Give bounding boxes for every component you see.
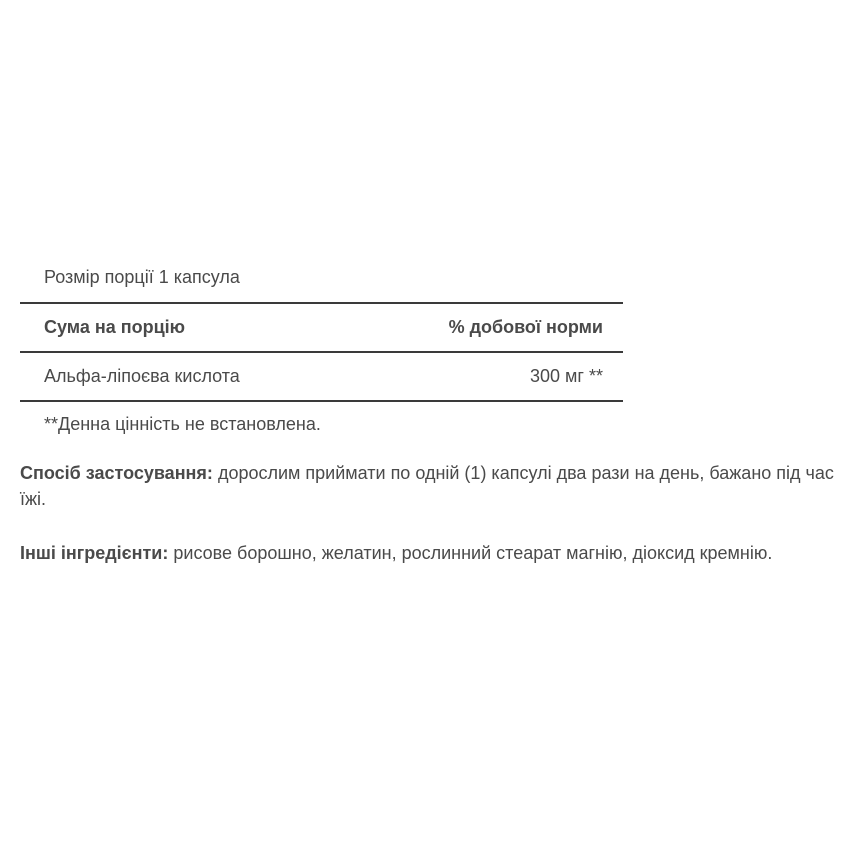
facts-header-row [20,304,623,353]
ingredient-amount: 300 мг ** [530,366,603,386]
directions-paragraph [20,460,840,512]
ingredient-name: Альфа-ліпоєва кислота [44,366,240,386]
daily-value-footnote: **Денна цінність не встановлена. [44,414,321,434]
directions-label: Спосіб застосування: [20,463,213,483]
directions-text: дорослим приймати по одній (1) капсулі два рази на день, бажано під час їжі. [20,463,834,509]
daily-value-header: % добової норми [448,317,603,337]
other-ingredients-text: рисове борошно, желатин, рослинний стеарат магнію, діоксид кремнію. [168,543,773,563]
supplement-facts-table [20,262,623,439]
other-ingredients-label: Інші інгредієнти: [20,543,169,563]
facts-row [20,353,623,402]
other-ingredients-paragraph [20,540,840,566]
serving-size: Розмір порції 1 капсула [20,262,623,304]
amount-per-serving-header: Сума на порцію [44,317,186,337]
